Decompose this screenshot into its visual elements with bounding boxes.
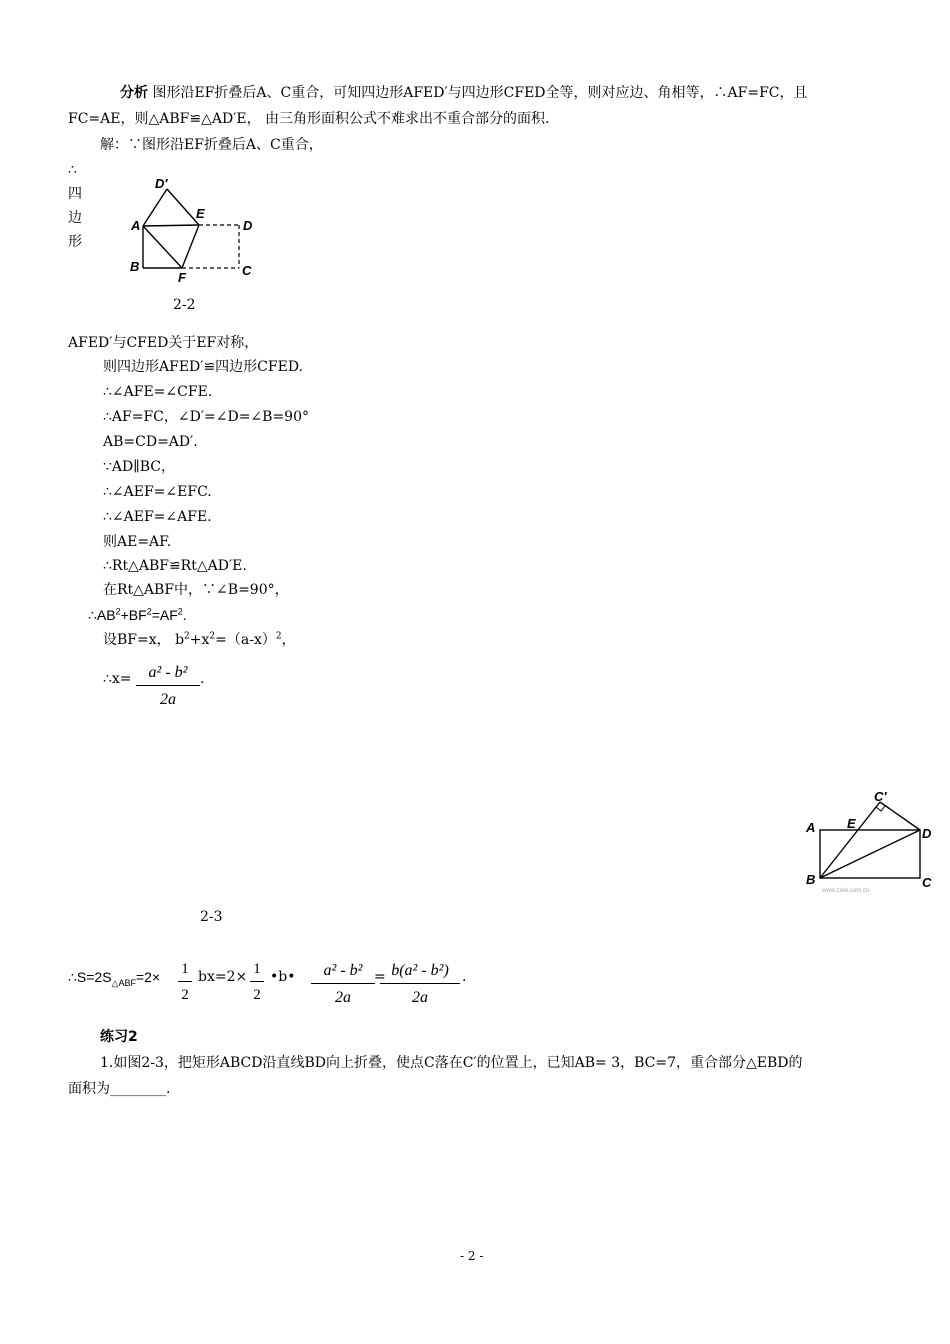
figure-2-3: [800, 786, 940, 896]
solution-intro: 解：∵图形沿EF折叠后A、C重合，: [100, 137, 323, 153]
solution-continue: AFED′与CFED关于EF对称，: [68, 335, 259, 351]
label-E-2-3: E: [847, 816, 856, 831]
label-B: B: [130, 259, 140, 274]
step-1: 则四边形AFED′≌四边形CFED.: [103, 359, 303, 375]
area-end: .: [462, 969, 467, 985]
step-8: 则AE=AF.: [103, 534, 172, 550]
step-5: ∵AD∥BC，: [103, 459, 175, 475]
step-9: ∴Rt△ABF≌Rt△AD′E.: [103, 558, 247, 574]
set-bf-line: 设BF=x， $b^2+x^2=(a-x)^2$，: [103, 631, 296, 648]
label-D: D: [243, 218, 253, 233]
analysis-line-1: 图形沿EF折叠后A、C重合，可知四边形AFED′与四边形CFED全等，则对应边、角相等，∴AF=FC，且: [152, 85, 808, 101]
label-Dprime: D′: [155, 176, 168, 191]
step-6: ∴∠AEF=∠EFC.: [103, 484, 212, 500]
line-Dprime-E: [167, 189, 199, 225]
label-A-2-3: A: [806, 820, 816, 835]
figure-2-2: [125, 172, 265, 287]
area-dot-b: •b•: [270, 969, 296, 985]
page-number: - 2 -: [460, 1249, 484, 1263]
x-result-prefix: ∴x=: [103, 671, 132, 687]
x-fraction-numerator: a² - b²: [136, 664, 200, 686]
exercise-title: 练习2: [100, 1029, 138, 1045]
label-C-2-3: C: [922, 875, 932, 890]
label-B-2-3: B: [806, 872, 816, 887]
line-Cprime-D: [880, 802, 920, 830]
line-A-E: [143, 225, 199, 226]
line-B-Cprime: [820, 802, 880, 878]
pythagoras-line: $\therefore AB^2+BF^2=AF^2$.: [88, 606, 187, 623]
x-fraction-denominator: 2a: [160, 691, 176, 708]
analysis-paragraph: [120, 86, 808, 100]
analysis-line-2: FC=AE，则△ABF≌△AD′E， 由三角形面积公式不难求出不重合部分的面积.: [68, 111, 550, 127]
area-fraction-2: $\frac{\text{b(a² - b²)}}{2a}$: [380, 962, 460, 1007]
area-prefix: $\therefore S=2S_{\triangle ABF}=2\times$: [68, 969, 161, 988]
vertical-char-therefore: ∴: [68, 162, 77, 178]
step-4: AB=CD=AD′.: [103, 434, 198, 450]
label-Cprime: C′: [874, 789, 887, 804]
label-C: C: [242, 263, 252, 278]
label-E: E: [196, 206, 205, 221]
analysis-label: 分析: [120, 85, 148, 101]
area-fraction-1: $\frac{\text{a² - b²}}{2a}$: [311, 962, 375, 1007]
half-fraction-1: $\frac{1}{2}$: [178, 961, 192, 1004]
step-10: 在Rt△ABF中，∵∠B=90°，: [103, 582, 289, 598]
vertical-char-xing: 形: [68, 234, 82, 250]
line-E-F: [182, 225, 199, 268]
caption-2-3: 2-3: [200, 909, 223, 925]
vertical-char-bian: 边: [68, 210, 82, 226]
line-B-D: [820, 830, 920, 878]
half-fraction-2: $\frac{1}{2}$: [250, 961, 264, 1004]
caption-2-2: 2-2: [173, 297, 196, 313]
step-3: ∴AF=FC，∠D′=∠D=∠B=90°: [103, 409, 310, 425]
area-eq2: =: [374, 969, 386, 985]
exercise-line-1: 1.如图2-3，把矩形ABCD沿直线BD向上折叠，使点C落在C′的位置上，已知AB= 3，BC=7，重合部分△EBD的: [100, 1055, 803, 1071]
label-D-2-3: D: [922, 826, 932, 841]
watermark: www.zxxk.com.cn: [822, 888, 870, 894]
vertical-char-si: 四: [68, 186, 82, 202]
x-result-fraction: [136, 664, 200, 709]
x-result-end: .: [200, 671, 205, 687]
area-bx: bx=2×: [198, 969, 248, 985]
step-2: ∴∠AFE=∠CFE.: [103, 384, 213, 400]
label-A: A: [131, 218, 141, 233]
line-A-F: [143, 226, 182, 268]
exercise-line-2: 面积为________.: [68, 1081, 171, 1097]
label-F: F: [178, 270, 186, 285]
step-7: ∴∠AEF=∠AFE.: [103, 509, 212, 525]
line-A-Dprime: [143, 189, 167, 226]
right-angle-mark: [876, 806, 885, 811]
